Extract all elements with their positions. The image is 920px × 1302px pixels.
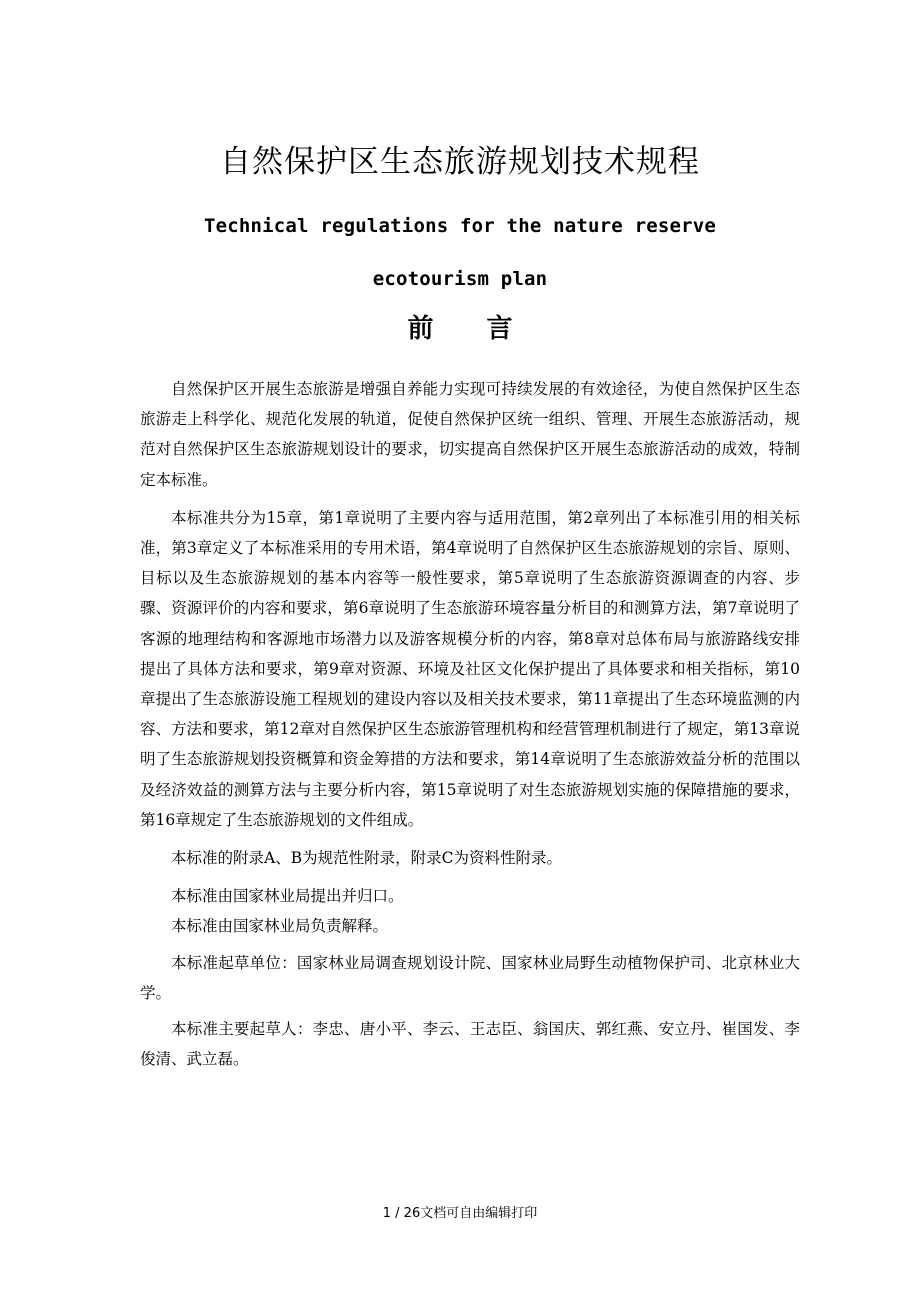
paragraph-chapters: 本标准共分为15章，第1章说明了主要内容与适用范围，第2章列出了本标准引用的相关标准，第3章定义了本标准采用的专用术语，第4章说明了自然保护区生态旅游规划的宗旨、原则、目标以及生态旅游规划的基本内容等一般性要求，第5章说明了生态旅游资源调查的内容、步骤、资源评价的内容和要求，第6章说明了生态旅游环境容量分析目的和测算方法，第7章说明了客源的地理结构和客源地市场潜力以及游客规模分析的内容，第8章对总体布局与旅游路线安排提出了具体方法和要求，第9章对资源、环境及社区文化保护提出了具体要求和相关指标，第10章提出了生态旅游设施工程规划的建设内容以及相关技术要求，第11章提出了生态环境监测的内容、方法和要求，第12章对自然保护区生态旅游管理机构和经营管理机制进行了规定，第13章说明了生态旅游规划投资概算和资金筹措的方法和要求，第14章说明了生态旅游效益分析的范围以及经济效益的测算方法与主要分析内容，第15章说明了对生态旅游规划实施的保障措施的要求，第16章规定了生态旅游规划的文件组成。 <box>140 508 800 829</box>
document-title-en: Technical regulations for the nature reserve ecotourism plan <box>203 215 717 290</box>
preface-heading: 前 言 <box>407 314 535 344</box>
paragraph-interpretation: 本标准由国家林业局负责解释。 <box>171 917 389 936</box>
document-title-cn: 自然保护区生态旅游规划技术规程 <box>220 144 700 180</box>
page-footer: 1 / 26文档可自由编辑打印 <box>382 1206 538 1221</box>
paragraph-drafters: 本标准主要起草人：李忠、唐小平、李云、王志臣、翁国庆、郭红燕、安立丹、崔国发、李俊清、武立磊。 <box>140 1020 800 1069</box>
preface-body <box>140 374 800 1074</box>
paragraph-purpose: 自然保护区开展生态旅游是增强自养能力实现可持续发展的有效途径，为使自然保护区生态旅游走上科学化、规范化发展的轨道，促使自然保护区统一组织、管理、开展生态旅游活动，规范对自然保护区生态旅游规划设计的要求，切实提高自然保护区开展生态旅游活动的成效，特制定本标准。 <box>140 380 800 489</box>
paragraph-drafting-units: 本标准起草单位：国家林业局调查规划设计院、国家林业局野生动植物保护司、北京林业大学。 <box>140 953 800 1002</box>
paragraph-proposer: 本标准由国家林业局提出并归口。 <box>171 887 404 906</box>
paragraph-appendix: 本标准的附录A、B为规范性附录，附录C为资料性附录。 <box>171 849 562 868</box>
